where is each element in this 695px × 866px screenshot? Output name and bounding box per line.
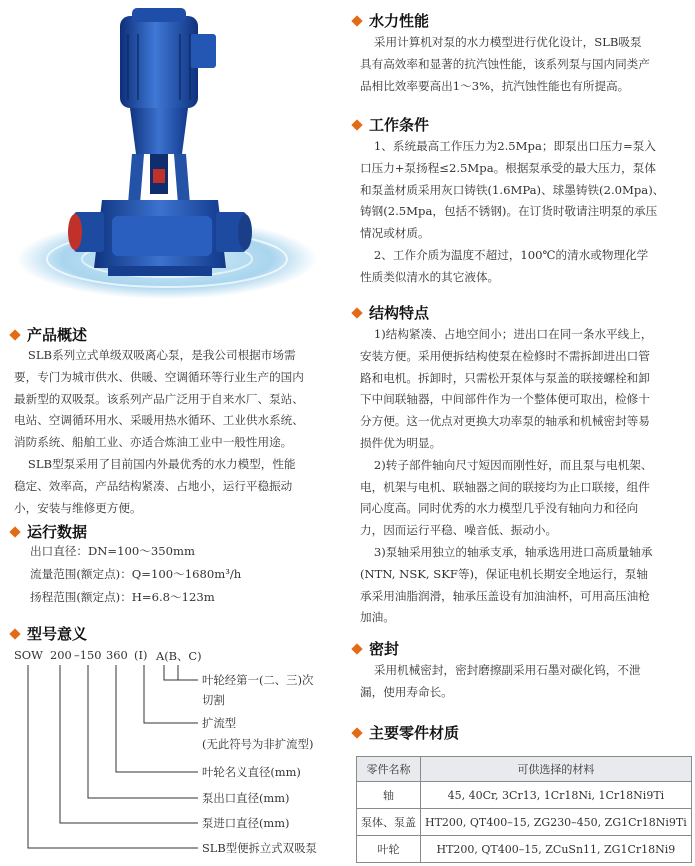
materials-part-name: 泵体、泵盖 <box>357 809 421 836</box>
model-code-outlet: –150 <box>74 648 102 662</box>
overview-text <box>14 345 339 519</box>
model-code-cut: A(B、C) <box>156 649 202 663</box>
structure-line: 1)结构紧凑、占地空间小；进出口在同一条水平线上， <box>373 327 653 341</box>
overview-line: 小，安装与维修更方便。 <box>14 500 142 515</box>
running-outlet-diameter: 出口直径：DN=100～350mm <box>30 544 195 558</box>
hydraulic-line: 品相比效率要高出1～3%，抗汽蚀性能也有所提高。 <box>360 78 630 93</box>
model-label-impeller: 叶轮名义直径(mm) <box>202 765 301 779</box>
working-line: 性质类似清水的其它液体。 <box>360 269 500 284</box>
structure-line: 力，因而运行平稳、噪音低、振动小。 <box>360 523 558 538</box>
pump-illustration <box>12 4 330 309</box>
hydraulic-heading <box>350 10 429 31</box>
diamond-bullet-icon <box>9 526 20 537</box>
hydraulic-line: 采用计算机对泵的水力模型进行优化设计，SLB吸泵 <box>373 35 642 49</box>
running-title: 运行数据 <box>27 523 88 541</box>
hydraulic-title: 水力性能 <box>369 12 430 30</box>
overview-line: 消防系统、船舶工业、亦适合炼油工业中一般性用途。 <box>14 435 293 450</box>
structure-title: 结构特点 <box>369 304 430 322</box>
running-list <box>30 540 241 609</box>
model-label-expand: 扩流型 <box>202 716 237 730</box>
diamond-bullet-icon <box>351 119 362 130</box>
seal-heading <box>350 638 399 659</box>
working-line: 情况或材质。 <box>360 226 430 241</box>
structure-line: 2)转子部件轴向尺寸短因而刚性好，而且泵与电机架、 <box>373 457 653 472</box>
working-title: 工作条件 <box>369 116 430 134</box>
diamond-bullet-icon <box>351 307 362 318</box>
model-code-sow: SOW <box>14 648 43 662</box>
seal-line: 漏，使用寿命长。 <box>360 684 453 699</box>
structure-line: 损件优为明显。 <box>360 435 442 450</box>
hydraulic-text <box>360 32 688 97</box>
table-row <box>357 782 692 809</box>
working-line: 口压力+泵扬程≤2.5Mpa。根据泵承受的最大压力，泵体 <box>360 160 656 175</box>
model-title: 型号意义 <box>27 625 88 643</box>
materials-part-material: HT200, QT400–15, ZG230–450, ZG1Cr18Ni9Ti <box>421 809 692 836</box>
structure-line: 安装方便。采用便拆结构使泵在检修时不需拆卸进出口管 <box>360 348 650 363</box>
materials-part-name: 叶轮 <box>357 836 421 863</box>
model-diagram <box>14 648 334 863</box>
seal-line: 采用机械密封，密封磨擦副采用石墨对碳化钨，不泄 <box>373 663 641 677</box>
diamond-bullet-icon <box>351 727 362 738</box>
structure-text <box>360 324 688 629</box>
table-row <box>357 809 692 836</box>
overview-line: 电站、空调循环用水、采暖用热水循环、工业供水系统、 <box>14 413 304 428</box>
working-line: 铸钢(2.5Mpa，包括不锈钢)。在订货时敬请注明泵的承压 <box>360 204 658 219</box>
overview-title: 产品概述 <box>27 326 88 344</box>
model-label-inlet: 泵进口直径(mm) <box>202 816 290 830</box>
model-label-cut-2: 切割 <box>202 693 225 707</box>
running-heading <box>8 521 87 542</box>
model-label-outlet: 泵出口直径(mm) <box>202 791 290 805</box>
working-line: 和泵盖材质采用灰口铸铁(1.6MPa)、球墨铸铁(2.0Mpa)、 <box>360 182 665 197</box>
seal-title: 密封 <box>369 640 400 658</box>
structure-line: 电，机架与电机、联轴器之间的联接均为止口联接，组件 <box>360 479 650 494</box>
structure-line: 承采用油脂润滑，轴承压盖设有加油油杯，可用高压油枪 <box>360 588 650 603</box>
working-text <box>360 136 688 289</box>
working-line: 1、系统最高工作压力为2.5Mpa；即泵出口压力=泵入 <box>373 139 656 153</box>
overview-line: 要，专门为城市供水、供暖、空调循环等行业生产的国内 <box>14 369 304 384</box>
materials-header-part: 零件名称 <box>357 757 421 782</box>
overview-line: 稳定、效率高，产品结构紧凑、占地小，运行平稳振动 <box>14 478 293 493</box>
structure-line: 加油。 <box>360 610 395 625</box>
model-code-expand: (I) <box>134 648 148 662</box>
model-label-expand-note: (无此符号为非扩流型) <box>202 737 314 751</box>
materials-table <box>356 756 692 863</box>
model-heading <box>8 623 87 644</box>
materials-heading <box>350 722 459 743</box>
materials-title: 主要零件材质 <box>369 724 460 742</box>
structure-line: 3)泵轴采用独立的轴承支承，轴承选用进口高质量轴承 <box>373 544 653 559</box>
materials-part-material: HT200, QT400–15, ZCuSn11, ZG1Cr18Ni9 <box>421 836 692 863</box>
overview-line: 最新型的双吸泵。该系列产品广泛用于自来水厂、泵站、 <box>14 391 304 406</box>
model-label-type: SLB型便拆立式双吸泵 <box>202 841 317 855</box>
structure-line: 同心度高。同时优秀的水力模型几乎没有轴向力和径向 <box>360 501 639 516</box>
model-label-cut: 叶轮经第一(二、三)次 <box>202 673 314 687</box>
overview-line: SLB系列立式单级双吸离心泵，是我公司根据市场需 <box>27 348 296 362</box>
seal-text <box>360 660 688 704</box>
overview-line: SLB型泵采用了目前国内外最优秀的水力模型，性能 <box>27 456 296 471</box>
model-code-inlet: 200 <box>50 648 72 662</box>
running-head-range: 扬程范围(额定点)：H=6.8～123m <box>30 590 215 604</box>
structure-line: 路和电机。拆卸时，只需松开泵体与泵盖的联接螺栓和卸 <box>360 370 650 385</box>
diamond-bullet-icon <box>351 643 362 654</box>
materials-part-name: 轴 <box>357 782 421 809</box>
working-line: 2、工作介质为温度不超过，100℃的清水或物理化学 <box>373 247 649 262</box>
structure-line: (NTN, NSK, SKF等)，保证电机长期安全地运行，泵轴 <box>360 566 648 581</box>
structure-line: 下中间联轴器，中间部件作为一个整体便可取出，检修十 <box>360 392 650 407</box>
hydraulic-line: 具有高效率和显著的抗汽蚀性能，该系列泵与国内同类产 <box>360 56 650 71</box>
structure-line: 分方便。这一优点对更换大功率泵的轴承和机械密封等易 <box>360 414 650 429</box>
running-flow-range: 流量范围(额定点)：Q=100～1680m³/h <box>30 567 242 581</box>
materials-part-material: 45, 40Cr, 3Cr13, 1Cr18Ni, 1Cr18Ni9Ti <box>421 782 692 809</box>
diamond-bullet-icon <box>9 329 20 340</box>
model-code-impeller: 360 <box>106 648 128 662</box>
overview-heading <box>8 324 87 345</box>
materials-header-material: 可供选择的材料 <box>421 757 692 782</box>
diamond-bullet-icon <box>351 15 362 26</box>
table-row <box>357 836 692 863</box>
working-heading <box>350 114 429 135</box>
materials-header-row <box>357 757 692 782</box>
structure-heading <box>350 302 429 323</box>
diamond-bullet-icon <box>9 628 20 639</box>
